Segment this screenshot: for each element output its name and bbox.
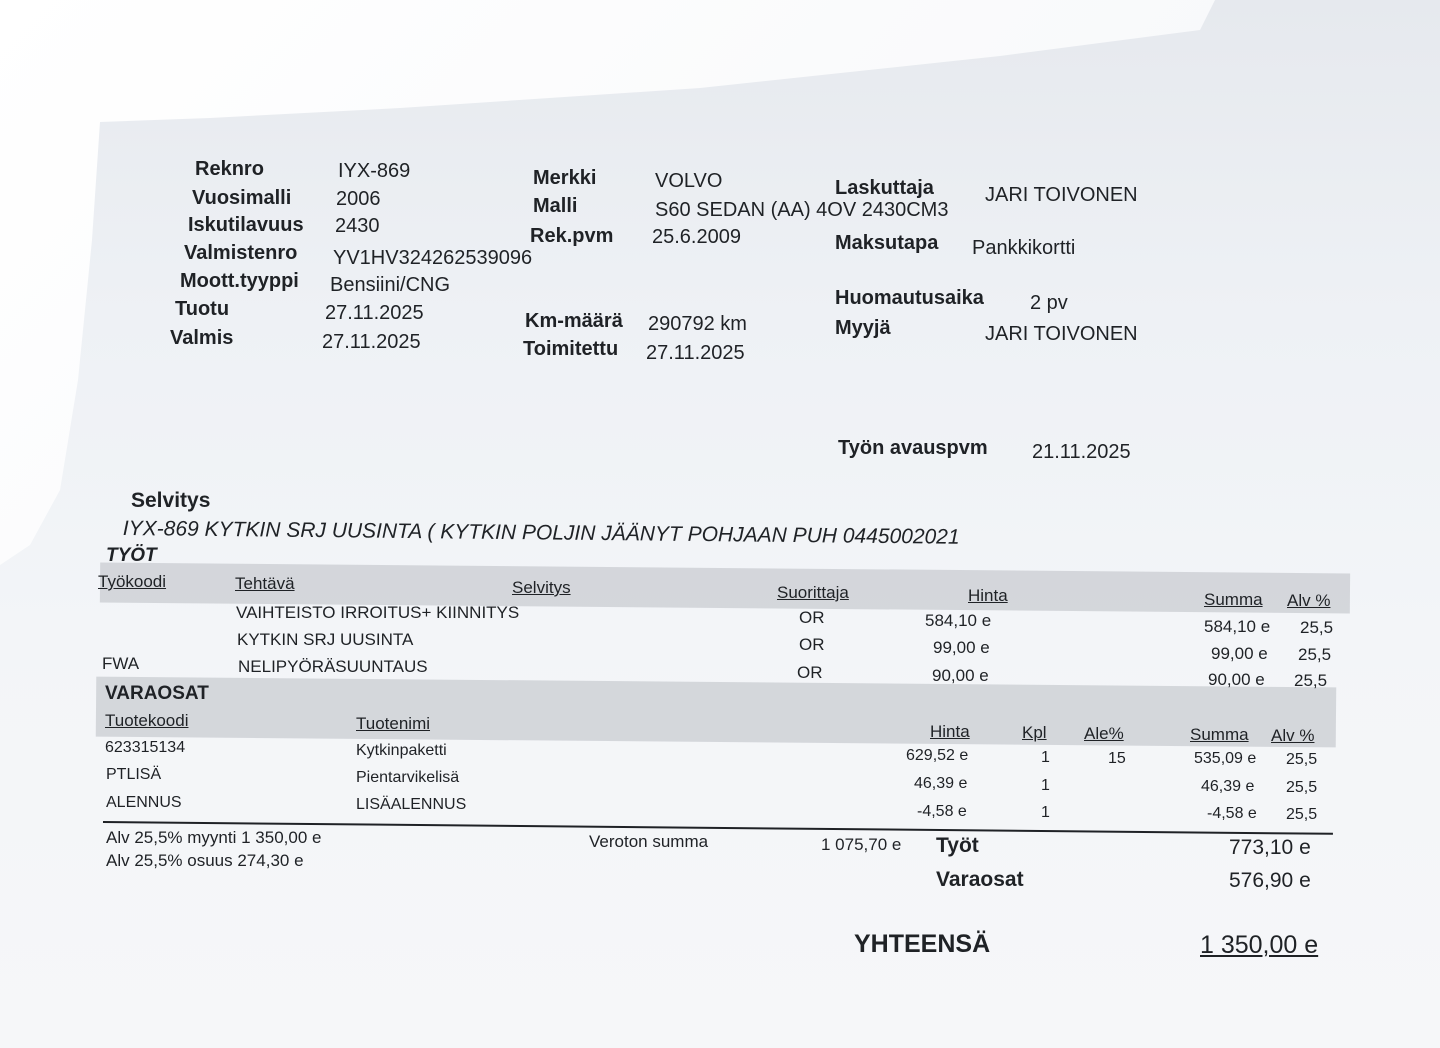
varaosat-row-alv: 25,5 <box>1286 751 1318 768</box>
rekpvm-label: Rek.pvm <box>530 225 614 247</box>
selvitys-label: Selvitys <box>131 489 211 512</box>
tyot-row-alv: 25,5 <box>1294 671 1328 690</box>
tyot-row-tehtava: KYTKIN SRJ UUSINTA <box>237 630 414 649</box>
merkki-value: VOLVO <box>655 170 723 192</box>
moott-value: Bensiini/CNG <box>330 274 451 296</box>
malli-value: S60 SEDAN (AA) 4OV 2430CM3 <box>655 199 949 221</box>
laskuttaja-value: JARI TOIVONEN <box>985 184 1138 206</box>
km-value: 290792 km <box>648 313 747 335</box>
alv-osuus: Alv 25,5% osuus 274,30 e <box>106 851 304 870</box>
varaosat-row-nimi: Kytkinpaketti <box>356 742 447 759</box>
tyot-row-hinta: 99,00 e <box>933 638 990 657</box>
yhteensa-value: 1 350,00 e <box>1200 931 1319 959</box>
totals-tyot-value: 773,10 e <box>1229 836 1311 859</box>
tyot-row-hinta: 584,10 e <box>925 611 992 630</box>
varaosat-header-ale: Ale% <box>1084 724 1124 743</box>
varaosat-row-alv: 25,5 <box>1286 779 1318 796</box>
tyot-row-summa: 584,10 e <box>1204 617 1271 636</box>
varaosat-header-nimi: Tuotenimi <box>356 714 431 733</box>
alv-myynti: Alv 25,5% myynti 1 350,00 e <box>106 828 322 847</box>
varaosat-row-summa: 535,09 e <box>1194 750 1257 767</box>
varaosat-row-hinta: 46,39 e <box>914 775 968 792</box>
tyot-row-suorittaja: OR <box>797 663 823 682</box>
varaosat-header-kpl: Kpl <box>1022 723 1047 742</box>
varaosat-row-kpl: 1 <box>1041 777 1050 794</box>
totals-varaosat-value: 576,90 e <box>1229 869 1311 892</box>
maksutapa-label: Maksutapa <box>835 232 939 254</box>
veroton-label: Veroton summa <box>589 832 709 851</box>
maksutapa-value: Pankkikortti <box>972 237 1076 259</box>
valmis-label: Valmis <box>170 327 234 349</box>
totals-tyot-label: Työt <box>936 834 979 857</box>
rekpvm-value: 25.6.2009 <box>652 226 741 248</box>
tyot-header-hinta: Hinta <box>968 586 1008 605</box>
tyot-header-tehtava: Tehtävä <box>235 574 295 593</box>
varaosat-row-nimi: LISÄALENNUS <box>356 796 467 813</box>
valmistenro-label: Valmistenro <box>184 242 298 264</box>
totals-varaosat-label: Varaosat <box>936 868 1024 891</box>
tyot-header-koodi: Työkoodi <box>98 572 167 591</box>
tyot-section-title: TYÖT <box>106 545 157 566</box>
varaosat-row-nimi: Pientarvikelisä <box>356 769 460 786</box>
laskuttaja-label: Laskuttaja <box>835 177 934 199</box>
vuosimalli-value: 2006 <box>336 188 381 210</box>
varaosat-header-band <box>96 677 1336 748</box>
toimitettu-label: Toimitettu <box>523 338 619 360</box>
malli-label: Malli <box>533 195 578 217</box>
varaosat-row-koodi: ALENNUS <box>106 794 182 811</box>
tyot-row-suorittaja: OR <box>799 608 825 627</box>
valmis-value: 27.11.2025 <box>322 331 421 353</box>
merkki-label: Merkki <box>533 167 597 189</box>
vuosimalli-label: Vuosimalli <box>192 187 292 209</box>
varaosat-header-summa: Summa <box>1190 725 1249 744</box>
tyot-row-suorittaja: OR <box>799 635 825 654</box>
varaosat-row-hinta: 629,52 e <box>906 747 969 764</box>
varaosat-section-title: VARAOSAT <box>105 683 209 704</box>
varaosat-row-summa: -4,58 e <box>1207 805 1257 822</box>
varaosat-header-hinta: Hinta <box>930 722 970 741</box>
tyot-row-koodi: FWA <box>102 654 140 673</box>
iskutilavuus-value: 2430 <box>335 215 380 237</box>
valmistenro-value: YV1HV324262539096 <box>333 247 533 269</box>
tyot-row-alv: 25,5 <box>1298 645 1332 664</box>
varaosat-row-alv: 25,5 <box>1286 806 1318 823</box>
varaosat-row-ale: 15 <box>1108 750 1126 767</box>
varaosat-header-alv: Alv % <box>1271 726 1315 745</box>
varaosat-row-kpl: 1 <box>1041 804 1050 821</box>
reknro-value: IYX-869 <box>338 160 411 182</box>
km-label: Km-määrä <box>525 310 623 332</box>
tyot-row-alv: 25,5 <box>1300 618 1334 637</box>
tyot-row-tehtava: VAIHTEISTO IRROITUS+ KIINNITYS <box>236 603 520 622</box>
varaosat-row-koodi: 623315134 <box>105 739 186 756</box>
tyot-row-hinta: 90,00 e <box>932 666 989 685</box>
tyot-row-summa: 99,00 e <box>1211 644 1268 663</box>
avaus-value: 21.11.2025 <box>1032 441 1131 463</box>
moott-label: Moott.tyyppi <box>180 270 299 292</box>
reknro-label: Reknro <box>195 158 264 180</box>
iskutilavuus-label: Iskutilavuus <box>188 214 304 236</box>
tyot-header-suorittaja: Suorittaja <box>777 583 849 602</box>
avaus-label: Työn avauspvm <box>838 437 988 459</box>
yhteensa-label: YHTEENSÄ <box>854 930 991 958</box>
veroton-value: 1 075,70 e <box>821 835 902 854</box>
varaosat-row-kpl: 1 <box>1041 749 1050 766</box>
huomautus-value: 2 pv <box>1030 292 1068 314</box>
tuotu-label: Tuotu <box>175 298 230 320</box>
huomautus-label: Huomautusaika <box>835 287 984 309</box>
toimitettu-value: 27.11.2025 <box>646 342 745 364</box>
tyot-header-summa: Summa <box>1204 590 1263 609</box>
tyot-header-alv: Alv % <box>1287 591 1331 610</box>
varaosat-header-koodi: Tuotekoodi <box>105 711 189 730</box>
tuotu-value: 27.11.2025 <box>325 302 424 324</box>
myyja-label: Myyjä <box>835 317 891 339</box>
myyja-value: JARI TOIVONEN <box>985 323 1138 345</box>
varaosat-row-hinta: -4,58 e <box>917 803 967 820</box>
tyot-row-tehtava: NELIPYÖRÄSUUNTAUS <box>238 657 428 676</box>
varaosat-row-summa: 46,39 e <box>1201 778 1255 795</box>
selvitys-text: IYX-869 KYTKIN SRJ UUSINTA ( KYTKIN POLJIN JÄÄNYT POHJAAN PUH 0445002021 <box>122 517 960 549</box>
tyot-row-summa: 90,00 e <box>1208 670 1265 689</box>
varaosat-row-koodi: PTLISÄ <box>106 766 162 783</box>
tyot-header-selvitys: Selvitys <box>512 578 571 597</box>
